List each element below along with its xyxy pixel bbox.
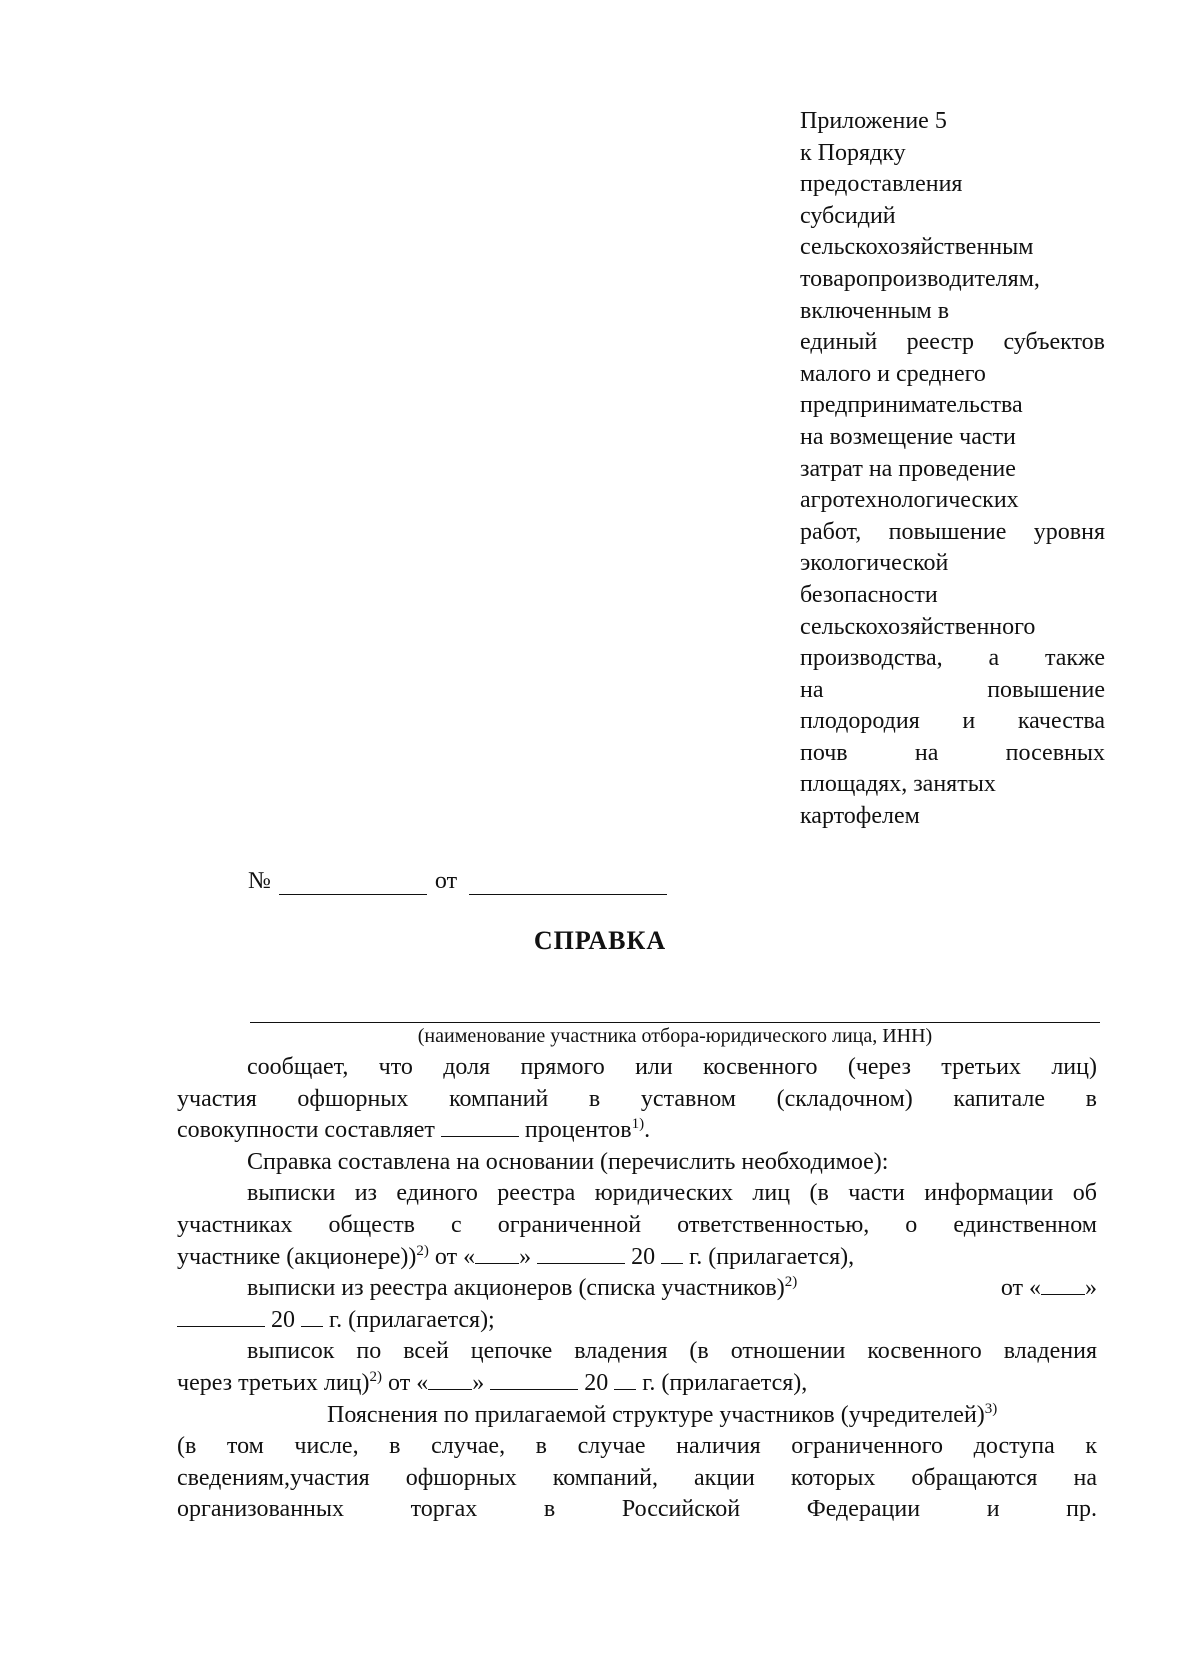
text-fragment: »: [1085, 1275, 1097, 1302]
paragraph-line: Справка составлена на основании (перечислить необходимое):: [247, 1148, 889, 1175]
text-fragment: Пояснения по прилагаемой структуре участников (учредителей): [327, 1401, 985, 1428]
appendix-line: сельскохозяйственным: [800, 234, 1034, 261]
document-body: [177, 1052, 1097, 1526]
paragraph-line: сведениям,участия офшорных компаний, акции которых обращаются на: [177, 1464, 1097, 1491]
appendix-line: на возмещение части: [800, 423, 1016, 450]
text-fragment: г. (прилагается);: [329, 1306, 495, 1333]
number-label: №: [248, 868, 271, 894]
paragraph-line: сообщает, что доля прямого или косвенного (через третьих лиц): [247, 1054, 1097, 1080]
appendix-line: площадях, занятых: [800, 771, 996, 798]
appendix-line: агротехнологических: [800, 487, 1019, 514]
appendix-line: предоставления: [800, 171, 963, 198]
text-fragment: выписки из реестра акционеров (списка участников): [247, 1275, 785, 1302]
month-field[interactable]: [537, 1243, 625, 1264]
paragraph-line: [177, 1368, 1097, 1400]
month-field[interactable]: [490, 1369, 578, 1390]
text-fragment: процентов: [524, 1117, 632, 1144]
text-fragment: от «: [1000, 1275, 1041, 1302]
participant-name-caption: (наименование участника отбора-юридического лица, ИНН): [417, 1025, 933, 1047]
number-field[interactable]: [279, 872, 427, 895]
text-fragment: г. (прилагается),: [689, 1243, 855, 1270]
paragraph-line: организованных торгах в Российской Федерации и пр.: [177, 1496, 1097, 1523]
footnote-ref: 1): [631, 1116, 645, 1133]
footnote-ref: 2): [784, 1274, 798, 1291]
day-field[interactable]: [475, 1243, 519, 1264]
text-fragment: 20: [584, 1369, 609, 1396]
appendix-reference: [800, 106, 1105, 833]
appendix-line: к Порядку: [800, 139, 906, 166]
appendix-line: малого и среднего: [800, 360, 986, 387]
text-fragment: 20: [271, 1306, 295, 1333]
appendix-line: безопасности: [800, 581, 938, 608]
date-label: от: [434, 868, 458, 894]
appendix-line: товаропроизводителям,: [800, 265, 1040, 292]
footnote-ref: 2): [369, 1368, 383, 1385]
percent-field[interactable]: [441, 1116, 519, 1137]
appendix-line: картофелем: [800, 803, 920, 830]
appendix-line: производства, а также: [800, 645, 1105, 672]
day-field[interactable]: [428, 1369, 472, 1390]
number-date-line: [248, 868, 667, 895]
month-field[interactable]: [177, 1306, 265, 1327]
paragraph-line: участниках обществ с ограниченной ответственностью, о единственном: [177, 1211, 1097, 1238]
participant-name-field[interactable]: [250, 1022, 1100, 1023]
text-fragment: от «: [388, 1369, 429, 1396]
text-fragment: от «: [434, 1243, 476, 1270]
year-field[interactable]: [614, 1369, 636, 1390]
text-fragment: г. (прилагается),: [642, 1369, 808, 1396]
paragraph-line: участия офшорных компаний в уставном (складочном) капитале в: [177, 1085, 1097, 1112]
text-fragment: »: [472, 1369, 485, 1396]
appendix-line: экологической: [800, 550, 949, 577]
appendix-line: предпринимательства: [800, 392, 1023, 419]
text-fragment: через третьих лиц): [177, 1369, 370, 1396]
year-field[interactable]: [301, 1306, 323, 1327]
paragraph-line: [177, 1273, 1097, 1305]
year-field[interactable]: [661, 1243, 683, 1264]
appendix-line: сельскохозяйственного: [800, 613, 1036, 640]
appendix-line: на повышение: [800, 676, 1105, 703]
paragraph-line: [177, 1242, 1097, 1274]
appendix-line: плодородия и качества: [800, 708, 1105, 735]
appendix-line: включенным в: [800, 297, 950, 324]
footnote-ref: 2): [416, 1242, 429, 1259]
appendix-line: субсидий: [800, 202, 896, 229]
day-field[interactable]: [1041, 1274, 1085, 1295]
appendix-line: Приложение 5: [800, 108, 947, 134]
paragraph-line: [177, 1305, 1097, 1337]
text-fragment: участнике (акционере)): [177, 1243, 417, 1270]
appendix-line: почв на посевных: [800, 739, 1105, 766]
text-fragment: 20: [631, 1243, 656, 1270]
document-title: СПРАВКА: [533, 926, 667, 955]
appendix-line: единый реестр субъектов: [800, 329, 1105, 356]
paragraph-line: [177, 1400, 1097, 1432]
paragraph-line: (в том числе, в случае, в случае наличия ограниченного доступа к: [177, 1433, 1097, 1460]
text-fragment: .: [644, 1117, 651, 1144]
appendix-line: работ, повышение уровня: [800, 518, 1105, 545]
paragraph-line: [177, 1115, 1097, 1147]
appendix-line: затрат на проведение: [800, 455, 1016, 482]
date-field[interactable]: [469, 872, 667, 895]
text-fragment: совокупности составляет: [177, 1117, 435, 1144]
footnote-ref: 3): [984, 1400, 998, 1417]
paragraph-line: выписки из единого реестра юридических лиц (в части информации об: [247, 1180, 1097, 1207]
paragraph-line: выписок по всей цепочке владения (в отношении косвенного владения: [247, 1338, 1097, 1365]
text-fragment: »: [519, 1243, 532, 1270]
